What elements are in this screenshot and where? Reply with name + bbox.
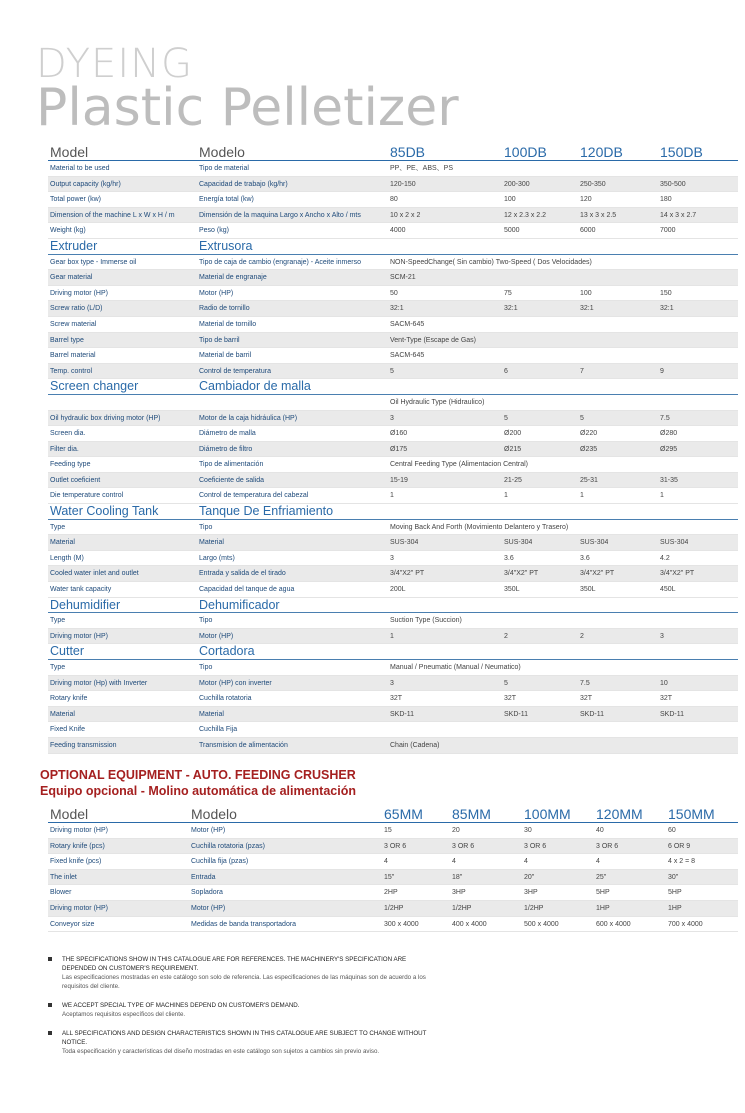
spec-value: SKD-11 — [580, 710, 604, 718]
spec-row — [48, 457, 738, 473]
bullet-icon — [48, 957, 52, 961]
optional-value: 20" — [524, 873, 535, 881]
spec-value: 120-150 — [390, 180, 416, 188]
optional-value: 40 — [596, 827, 604, 834]
spec-row — [48, 551, 738, 567]
bullet-icon — [48, 1031, 52, 1035]
spec-row — [48, 566, 738, 582]
spec-label-en: Screw ratio (L/D) — [50, 305, 103, 313]
optional-value: 4 — [524, 858, 528, 866]
spec-value: 350-500 — [660, 180, 686, 188]
optional-row — [48, 854, 738, 870]
spec-value: 7 — [580, 367, 584, 375]
spec-value: 32:1 — [580, 305, 594, 313]
optional-value: 600 x 4000 — [596, 920, 631, 928]
spec-row — [48, 161, 738, 177]
spec-label-en: Die temperature control — [50, 492, 124, 500]
spec-label-en: Type — [50, 617, 66, 625]
section-title-en: Screen changer — [50, 379, 139, 394]
spec-value: 2 — [504, 632, 508, 640]
spec-value: 1 — [390, 492, 394, 500]
spec-row — [48, 364, 738, 380]
spec-value: 450L — [660, 586, 676, 594]
spec-value: SUS-304 — [580, 539, 609, 547]
optional-value: 4 — [384, 858, 388, 866]
spec-label-en: Weight (kg) — [50, 227, 86, 235]
spec-label-en: Filter dia. — [50, 445, 79, 453]
spec-row — [48, 177, 738, 193]
spec-value: 4000 — [390, 227, 406, 235]
note-text-es: Aceptamos requisitos específicos del cliente. — [62, 1011, 186, 1018]
spec-table — [48, 144, 738, 754]
spec-value: 7.5 — [660, 414, 670, 422]
optional-value: 1HP — [668, 904, 682, 912]
optional-value: 3HP — [524, 889, 538, 897]
spec-label-es: Motor (HP) con inverter — [199, 679, 272, 687]
section-title-es: Dehumificador — [199, 597, 280, 612]
spec-label-es: Energía total (kw) — [199, 196, 254, 204]
spec-value: SACM-645 — [390, 320, 425, 328]
spec-label-es: Tipo de barril — [199, 336, 240, 344]
spec-value: Oil Hydraulic Type (Hidraulico) — [390, 398, 485, 406]
optional-row — [48, 870, 738, 886]
note-text-es: Toda especificación y características del diseño mostradas en este catálogo son sujetos a cambios sin previo aviso. — [62, 1048, 380, 1055]
optional-value: 60 — [668, 827, 676, 834]
spec-value: 13 x 3 x 2.5 — [580, 211, 617, 219]
title-line1: DYEING — [36, 41, 194, 87]
spec-label-es: Capacidad de trabajo (kg/hr) — [199, 180, 288, 188]
spec-label-en: Rotary knife — [50, 695, 88, 703]
spec-value: Ø235 — [580, 445, 598, 453]
spec-value: 14 x 3 x 2.7 — [660, 211, 697, 219]
spec-row — [48, 192, 738, 208]
spec-value: 1 — [660, 492, 664, 500]
spec-value: 10 — [660, 679, 668, 687]
optional-label-en: Blower — [50, 889, 72, 897]
opt-header-model-1: 65MM — [384, 806, 423, 822]
optional-row — [48, 823, 738, 839]
spec-value: 50 — [390, 289, 398, 297]
optional-value: 4 x 2 = 8 — [668, 858, 696, 866]
spec-value: 7.5 — [580, 679, 590, 687]
optional-value: 3 OR 6 — [596, 842, 619, 850]
spec-row — [48, 270, 738, 286]
spec-row — [48, 333, 738, 349]
spec-label-es: Tipo de alimentación — [199, 461, 264, 469]
spec-value: 250-350 — [580, 180, 606, 188]
spec-value: 9 — [660, 367, 664, 375]
spec-row — [48, 442, 738, 458]
title-line2: Plastic Pelletizer — [36, 78, 459, 138]
spec-value: Ø215 — [504, 445, 522, 453]
spec-value: Ø280 — [660, 430, 678, 438]
spec-value: 5000 — [504, 227, 520, 235]
optional-row — [48, 917, 738, 933]
spec-row — [48, 707, 738, 723]
spec-label-en: Output capacity (kg/hr) — [50, 180, 121, 188]
spec-label-en: Feeding transmission — [50, 741, 117, 749]
spec-label-es: Cuchilla Fija — [199, 726, 238, 734]
spec-value: 1 — [390, 632, 394, 640]
spec-value: Manual / Pneumatic (Manual / Neumatico) — [390, 664, 521, 671]
opt-header-model-5: 150MM — [668, 806, 715, 822]
spec-row — [48, 317, 738, 333]
optional-title-en: OPTIONAL EQUIPMENT - AUTO. FEEDING CRUSHER — [40, 768, 356, 782]
header-model-en: Model — [50, 144, 89, 160]
section-header — [48, 379, 738, 395]
spec-value: 3 — [660, 632, 664, 640]
spec-label-en: Driving motor (Hp) with Inverter — [50, 679, 148, 687]
spec-label-es: Tipo de caja de cambio (engranaje) - Aceite inmerso — [199, 258, 361, 266]
optional-value: 700 x 4000 — [668, 920, 703, 928]
spec-value: Ø175 — [390, 445, 408, 453]
optional-label-es: Cuchilla rotatoria (pzas) — [191, 842, 265, 850]
optional-value: 6 OR 9 — [668, 842, 691, 850]
optional-label-es: Medidas de banda transportadora — [191, 920, 297, 928]
spec-value: 1 — [580, 492, 584, 500]
spec-label-en: Material to be used — [50, 165, 110, 172]
spec-value: SCM-21 — [390, 274, 416, 282]
spec-label-en: Barrel type — [50, 336, 84, 344]
spec-label-es: Motor (HP) — [199, 289, 234, 297]
spec-label-en: Screen dia. — [50, 430, 86, 438]
optional-title-es: Equipo opcional - Molino automática de alimentación — [40, 784, 356, 798]
spec-value: 80 — [390, 196, 398, 204]
spec-value: 3.6 — [580, 554, 590, 562]
optional-label-en: The inlet — [50, 873, 77, 881]
spec-value: Ø295 — [660, 445, 678, 453]
note-text-es: Las especificaciones mostradas en este catálogo son solo de referencia. Las especificaciones de las máquinas son de acuerdo a los requisitos del cliente. — [62, 974, 426, 990]
optional-value: 4 — [452, 858, 456, 866]
spec-value: 3 — [390, 554, 394, 562]
note-text-en: THE SPECIFICATIONS SHOW IN THIS CATALOGUE ARE FOR REFERENCES. THE MACHINERY'S SPECIFICATION ARE DEPENDED ON CUSTOMER'S REQUIREMENT. — [62, 956, 407, 972]
spec-row — [48, 395, 738, 411]
optional-label-es: Motor (HP) — [191, 827, 226, 834]
spec-value: 180 — [660, 196, 672, 204]
spec-label-es: Material — [199, 539, 224, 547]
spec-label-en: Gear material — [50, 274, 93, 282]
optional-value: 1/2HP — [524, 904, 544, 912]
spec-value: 1 — [504, 492, 508, 500]
spec-label-en: Dimension of the machine L x W x H / m — [50, 211, 175, 219]
spec-label-es: Entrada y salida de el tirado — [199, 570, 286, 578]
spec-label-es: Material de tornillo — [199, 320, 257, 328]
spec-value: 32T — [580, 695, 593, 703]
optional-table — [48, 806, 738, 932]
spec-label-es: Control de temperatura del cabezal — [199, 492, 309, 500]
spec-value: 6000 — [580, 227, 596, 235]
optional-header — [48, 806, 738, 823]
optional-row — [48, 885, 738, 901]
spec-value: Vent-Type (Escape de Gas) — [390, 336, 476, 344]
optional-label-es: Cuchilla fija (pzas) — [191, 858, 249, 866]
spec-row — [48, 691, 738, 707]
optional-value: 30" — [668, 873, 679, 881]
spec-value: 32:1 — [504, 305, 518, 313]
spec-value: 31-35 — [660, 476, 678, 484]
spec-label-en: Material — [50, 539, 75, 547]
spec-value: 12 x 2.3 x 2.2 — [504, 211, 547, 219]
spec-label-en: Oil hydraulic box driving motor (HP) — [50, 414, 161, 422]
spec-label-es: Coeficiente de salida — [199, 476, 264, 484]
spec-label-es: Motor (HP) — [199, 632, 234, 640]
spec-value: 5 — [390, 367, 394, 375]
spec-label-en: Type — [50, 523, 66, 531]
optional-value: 3 OR 6 — [452, 842, 475, 850]
spec-row — [48, 223, 738, 239]
spec-label-en: Driving motor (HP) — [50, 289, 108, 297]
header-model-1: 85DB — [390, 144, 426, 160]
spec-label-es: Control de temperatura — [199, 367, 271, 375]
spec-label-en: Type — [50, 664, 66, 671]
spec-value: Ø220 — [580, 430, 598, 438]
spec-label-es: Largo (mts) — [199, 554, 235, 562]
spec-value: 100 — [504, 196, 516, 204]
spec-value: 5 — [504, 679, 508, 687]
spec-value: 10 x 2 x 2 — [390, 211, 421, 219]
optional-value: 20 — [452, 827, 460, 834]
spec-value: Moving Back And Forth (Movimiento Delantero y Trasero) — [390, 523, 569, 531]
spec-value: 3/4"X2" PT — [390, 570, 425, 578]
spec-label-es: Material de barril — [199, 352, 252, 360]
spec-value: 200L — [390, 586, 406, 594]
spec-value: Ø200 — [504, 430, 522, 438]
optional-label-es: Entrada — [191, 873, 216, 881]
section-title-en: Extruder — [50, 238, 98, 253]
opt-header-model-2: 85MM — [452, 806, 491, 822]
spec-label-en: Total power (kw) — [50, 196, 101, 204]
section-title-en: Dehumidifier — [50, 597, 121, 612]
spec-value: 350L — [504, 586, 520, 594]
spec-label-en: Outlet coeficient — [50, 476, 101, 484]
optional-value: 15 — [384, 827, 392, 834]
spec-label-en: Screw material — [50, 320, 97, 328]
spec-value: 32:1 — [390, 305, 404, 313]
opt-header-model-3: 100MM — [524, 806, 571, 822]
optional-label-es: Sopladora — [191, 889, 223, 897]
spec-value: 75 — [504, 289, 512, 297]
spec-value: 7000 — [660, 227, 676, 235]
spec-label-es: Motor de la caja hidráulica (HP) — [199, 414, 298, 422]
opt-header-model-es: Modelo — [191, 806, 237, 822]
optional-value: 30 — [524, 827, 532, 834]
spec-row — [48, 208, 738, 224]
spec-row — [48, 411, 738, 427]
opt-header-model-4: 120MM — [596, 806, 643, 822]
section-title-en: Cutter — [50, 644, 85, 659]
spec-value: Suction Type (Succion) — [390, 617, 462, 625]
optional-value: 2HP — [384, 889, 398, 897]
spec-label-es: Radio de tornillo — [199, 305, 250, 313]
spec-value: SKD-11 — [660, 710, 684, 718]
spec-label-es: Diámetro de filtro — [199, 445, 253, 453]
section-title-es: Cortadora — [199, 644, 255, 659]
section-title-es: Cambiador de malla — [199, 379, 311, 394]
optional-value: 1HP — [596, 904, 610, 912]
spec-label-en: Gear box type - Immerse oil — [50, 258, 137, 266]
optional-label-en: Conveyor size — [50, 920, 95, 928]
optional-value: 1/2HP — [452, 904, 472, 912]
spec-row — [48, 255, 738, 271]
note-item — [48, 1001, 428, 1019]
spec-label-en: Cooled water inlet and outlet — [50, 570, 139, 578]
spec-label-es: Transmision de alimentación — [199, 741, 288, 749]
note-text-en: WE ACCEPT SPECIAL TYPE OF MACHINES DEPEND ON CUSTOMER'S DEMAND. — [62, 1002, 300, 1009]
optional-label-en: Fixed knife (pcs) — [50, 858, 102, 866]
spec-label-es: Diámetro de malla — [199, 430, 256, 438]
spec-row — [48, 613, 738, 629]
spec-label-es: Dimensión de la maquina Largo x Ancho x Alto / mts — [199, 211, 361, 219]
section-title-es: Extrusora — [199, 238, 253, 253]
note-item — [48, 1029, 428, 1056]
optional-label-es: Motor (HP) — [191, 904, 226, 912]
optional-value: 18" — [452, 873, 463, 881]
note-item — [48, 955, 428, 991]
spec-label-en: Barrel material — [50, 352, 96, 360]
optional-label-en: Driving motor (HP) — [50, 827, 108, 834]
spec-value: SUS-304 — [660, 539, 689, 547]
spec-value: 25-31 — [580, 476, 598, 484]
spec-value: Chain (Cadena) — [390, 741, 440, 749]
section-header — [48, 239, 738, 255]
spec-label-en: Temp. control — [50, 367, 93, 375]
optional-value: 15" — [384, 873, 395, 881]
spec-row — [48, 520, 738, 536]
spec-row — [48, 286, 738, 302]
optional-label-en: Rotary knife (pcs) — [50, 842, 105, 850]
spec-value: 32T — [660, 695, 673, 703]
spec-label-es: Cuchilla rotatoria — [199, 695, 252, 703]
spec-row — [48, 582, 738, 598]
spec-value: 120 — [580, 196, 592, 204]
note-text-en: ALL SPECIFICATIONS AND DESIGN CHARACTERISTICS SHOWN IN THIS CATALOGUE ARE SUBJECT TO CHANGE WITHOUT NOTICE. — [62, 1030, 427, 1046]
spec-header — [48, 144, 738, 161]
spec-label-en: Driving motor (HP) — [50, 632, 108, 640]
header-model-3: 120DB — [580, 144, 623, 160]
spec-value: 3 — [390, 414, 394, 422]
optional-value: 300 x 4000 — [384, 920, 419, 928]
optional-value: 3 OR 6 — [524, 842, 547, 850]
spec-value: 6 — [504, 367, 508, 375]
spec-row — [48, 722, 738, 738]
spec-value: SUS-304 — [504, 539, 533, 547]
spec-row — [48, 676, 738, 692]
spec-label-en: Feeding type — [50, 461, 91, 469]
optional-value: 1/2HP — [384, 904, 404, 912]
spec-value: 3.6 — [504, 554, 514, 562]
section-header — [48, 598, 738, 614]
spec-value: 200-300 — [504, 180, 530, 188]
spec-value: 150 — [660, 289, 672, 297]
optional-value: 3HP — [452, 889, 466, 897]
spec-row — [48, 738, 738, 754]
spec-value: SUS-304 — [390, 539, 419, 547]
spec-value: 350L — [580, 586, 596, 594]
spec-value: PP、PE、ABS、PS — [390, 165, 454, 172]
header-model-2: 100DB — [504, 144, 547, 160]
spec-label-es: Tipo — [199, 664, 213, 671]
spec-value: 4.2 — [660, 554, 670, 562]
spec-label-en: Fixed Knife — [50, 726, 86, 734]
spec-value: Central Feeding Type (Alimentacion Central) — [390, 461, 528, 469]
spec-value: 3/4"X2" PT — [580, 570, 615, 578]
spec-value: Ø160 — [390, 430, 408, 438]
section-header — [48, 504, 738, 520]
section-title-en: Water Cooling Tank — [50, 504, 159, 519]
spec-value: 21-25 — [504, 476, 522, 484]
optional-value: 3 OR 6 — [384, 842, 407, 850]
spec-value: 32:1 — [660, 305, 674, 313]
optional-value: 5HP — [596, 889, 610, 897]
spec-value: 2 — [580, 632, 584, 640]
spec-row — [48, 660, 738, 676]
notes — [48, 955, 428, 1066]
spec-label-es: Tipo — [199, 617, 213, 625]
optional-value: 500 x 4000 — [524, 920, 559, 928]
section-title-es: Tanque De Enfriamiento — [199, 504, 334, 519]
spec-label-en: Water tank capacity — [50, 586, 112, 594]
spec-value: 3/4"X2" PT — [504, 570, 539, 578]
spec-value: SKD-11 — [390, 710, 414, 718]
spec-label-es: Tipo de material — [199, 165, 249, 172]
spec-row — [48, 473, 738, 489]
header-model-4: 150DB — [660, 144, 703, 160]
optional-value: 5HP — [668, 889, 682, 897]
spec-value: 3 — [390, 679, 394, 687]
spec-label-es: Material de engranaje — [199, 274, 267, 282]
spec-label-es: Peso (kg) — [199, 227, 229, 235]
spec-label-en: Length (M) — [50, 554, 84, 562]
spec-value: 3/4"X2" PT — [660, 570, 695, 578]
header-model-es: Modelo — [199, 144, 245, 160]
spec-label-es: Material — [199, 710, 224, 718]
spec-label-es: Capacidad del tanque de agua — [199, 586, 295, 594]
spec-value: 32T — [390, 695, 403, 703]
optional-value: 4 — [596, 858, 600, 866]
optional-value: 25" — [596, 873, 607, 881]
spec-value: 5 — [580, 414, 584, 422]
spec-value: NON-SpeedChange( Sin cambio) Two-Speed ( Dos Velocidades) — [390, 258, 592, 266]
spec-value: 15-19 — [390, 476, 408, 484]
spec-row — [48, 348, 738, 364]
optional-label-en: Driving motor (HP) — [50, 904, 108, 912]
spec-label-en: Material — [50, 710, 75, 718]
spec-value: SKD-11 — [504, 710, 528, 718]
opt-header-model-en: Model — [50, 806, 89, 822]
spec-value: SACM-645 — [390, 352, 425, 360]
spec-row — [48, 488, 738, 504]
bullet-icon — [48, 1003, 52, 1007]
optional-row — [48, 839, 738, 855]
optional-row — [48, 901, 738, 917]
section-header — [48, 644, 738, 660]
spec-row — [48, 629, 738, 645]
spec-row — [48, 535, 738, 551]
optional-value: 400 x 4000 — [452, 920, 487, 928]
spec-value: 32T — [504, 695, 517, 703]
spec-value: 100 — [580, 289, 592, 297]
spec-label-es: Tipo — [199, 523, 213, 531]
spec-row — [48, 426, 738, 442]
spec-value: 5 — [504, 414, 508, 422]
spec-row — [48, 301, 738, 317]
